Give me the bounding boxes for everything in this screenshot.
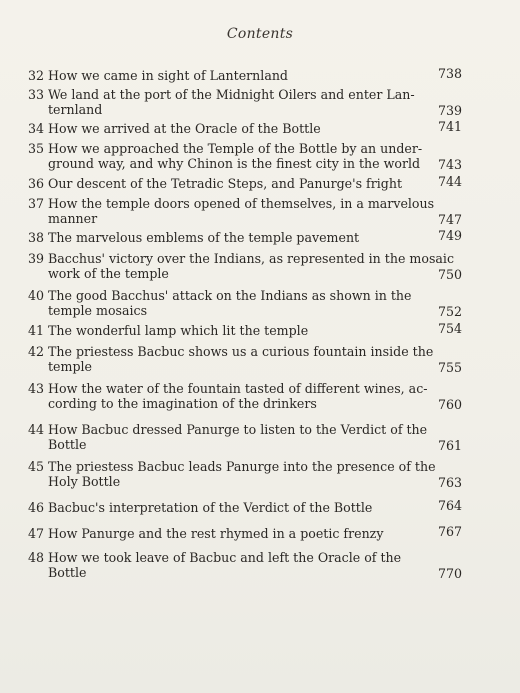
chapter-number: 44	[27, 422, 44, 437]
chapter-number: 33	[27, 87, 44, 102]
chapter-title	[48, 344, 434, 374]
chapter-title	[48, 68, 420, 83]
chapter-title	[48, 323, 420, 338]
chapter-title	[48, 288, 420, 318]
chapter-title	[48, 550, 420, 580]
page-number: 752	[437, 304, 462, 319]
chapter-title	[48, 176, 420, 191]
chapter-title-line: ground way, and why Chinon is the finest city in the world	[48, 156, 421, 171]
chapter-number: 37	[27, 196, 44, 211]
chapter-number: 42	[27, 344, 44, 359]
page-number: 754	[437, 321, 462, 336]
chapter-title	[48, 526, 420, 541]
page-number: 764	[437, 498, 462, 513]
page-number: 743	[437, 157, 462, 172]
page-number: 741	[437, 119, 462, 134]
chapter-title-line: The marvelous emblems of the temple pavement	[48, 230, 360, 245]
chapter-number: 41	[27, 323, 44, 338]
chapter-title-line: The good Bacchus' attack on the Indians as shown in the	[48, 288, 412, 303]
chapter-title-line: The priestess Bacbuc shows us a curious fountain inside the	[48, 344, 434, 359]
chapter-title-line: How Panurge and the rest rhymed in a poetic frenzy	[48, 526, 384, 541]
chapter-title	[48, 500, 420, 515]
chapter-title	[48, 422, 428, 452]
chapter-title-line: manner	[48, 211, 98, 226]
chapter-title-line: temple	[48, 359, 92, 374]
chapter-number: 35	[27, 141, 44, 156]
chapter-number: 48	[27, 550, 44, 565]
page-number: 738	[437, 66, 462, 81]
chapter-title-line: How we approached the Temple of the Bottle by an under-	[48, 141, 423, 156]
chapter-title-line: How Bacbuc dressed Panurge to listen to the Verdict of the	[48, 422, 428, 437]
page-number: 749	[437, 228, 462, 243]
page-number: 767	[437, 524, 462, 539]
chapter-number: 45	[27, 459, 44, 474]
chapter-title-line: work of the temple	[48, 266, 169, 281]
chapter-title-line: Bacbuc's interpretation of the Verdict of the Bottle	[48, 500, 373, 515]
chapter-title	[48, 230, 420, 245]
contents-heading: Contents	[226, 26, 294, 42]
chapter-title-line: How the temple doors opened of themselves, in a marvelous	[48, 196, 435, 211]
page-number: 750	[437, 267, 462, 282]
chapter-title-line: We land at the port of the Midnight Oilers and enter Lan-	[48, 87, 415, 102]
chapter-title-line: Bottle	[48, 437, 87, 452]
chapter-number: 39	[27, 251, 44, 266]
chapter-title	[48, 141, 423, 171]
chapter-title-line: ternland	[48, 102, 103, 117]
chapter-title-line: Our descent of the Tetradic Steps, and Panurge's fright	[48, 176, 403, 191]
chapter-title-line: Bottle	[48, 565, 87, 580]
page-number: 763	[437, 475, 462, 490]
chapter-title-line: The wonderful lamp which lit the temple	[48, 323, 309, 338]
page-number: 744	[437, 174, 462, 189]
page-number: 761	[437, 438, 462, 453]
chapter-number: 34	[27, 121, 44, 136]
page-number: 747	[437, 212, 462, 227]
chapter-title-line: How the water of the fountain tasted of different wines, ac-	[48, 381, 428, 396]
chapter-number: 43	[27, 381, 44, 396]
chapter-title	[48, 459, 436, 489]
page-number: 739	[437, 103, 462, 118]
chapter-number: 46	[27, 500, 44, 515]
chapter-number: 38	[27, 230, 44, 245]
chapter-title-line: How we came in sight of Lanternland	[48, 68, 288, 83]
page-number: 760	[437, 397, 462, 412]
chapter-title	[48, 196, 435, 226]
chapter-title-line: The priestess Bacbuc leads Panurge into the presence of the	[48, 459, 436, 474]
chapter-number: 32	[27, 68, 44, 83]
chapter-number: 36	[27, 176, 44, 191]
chapter-title	[48, 87, 420, 117]
chapter-title-line: cording to the imagination of the drinkers	[48, 396, 317, 411]
chapter-title-line: temple mosaics	[48, 303, 148, 318]
chapter-title-line: How we took leave of Bacbuc and left the Oracle of the	[48, 550, 402, 565]
page-number: 770	[437, 566, 462, 581]
chapter-title	[48, 381, 428, 411]
chapter-title	[48, 121, 420, 136]
chapter-title-line: How we arrived at the Oracle of the Bottle	[48, 121, 321, 136]
page-number: 755	[437, 360, 462, 375]
chapter-title-line: Bacchus' victory over the Indians, as represented in the mosaic	[48, 251, 454, 266]
chapter-title-line: Holy Bottle	[48, 474, 121, 489]
chapter-number: 47	[27, 526, 44, 541]
chapter-number: 40	[27, 288, 44, 303]
